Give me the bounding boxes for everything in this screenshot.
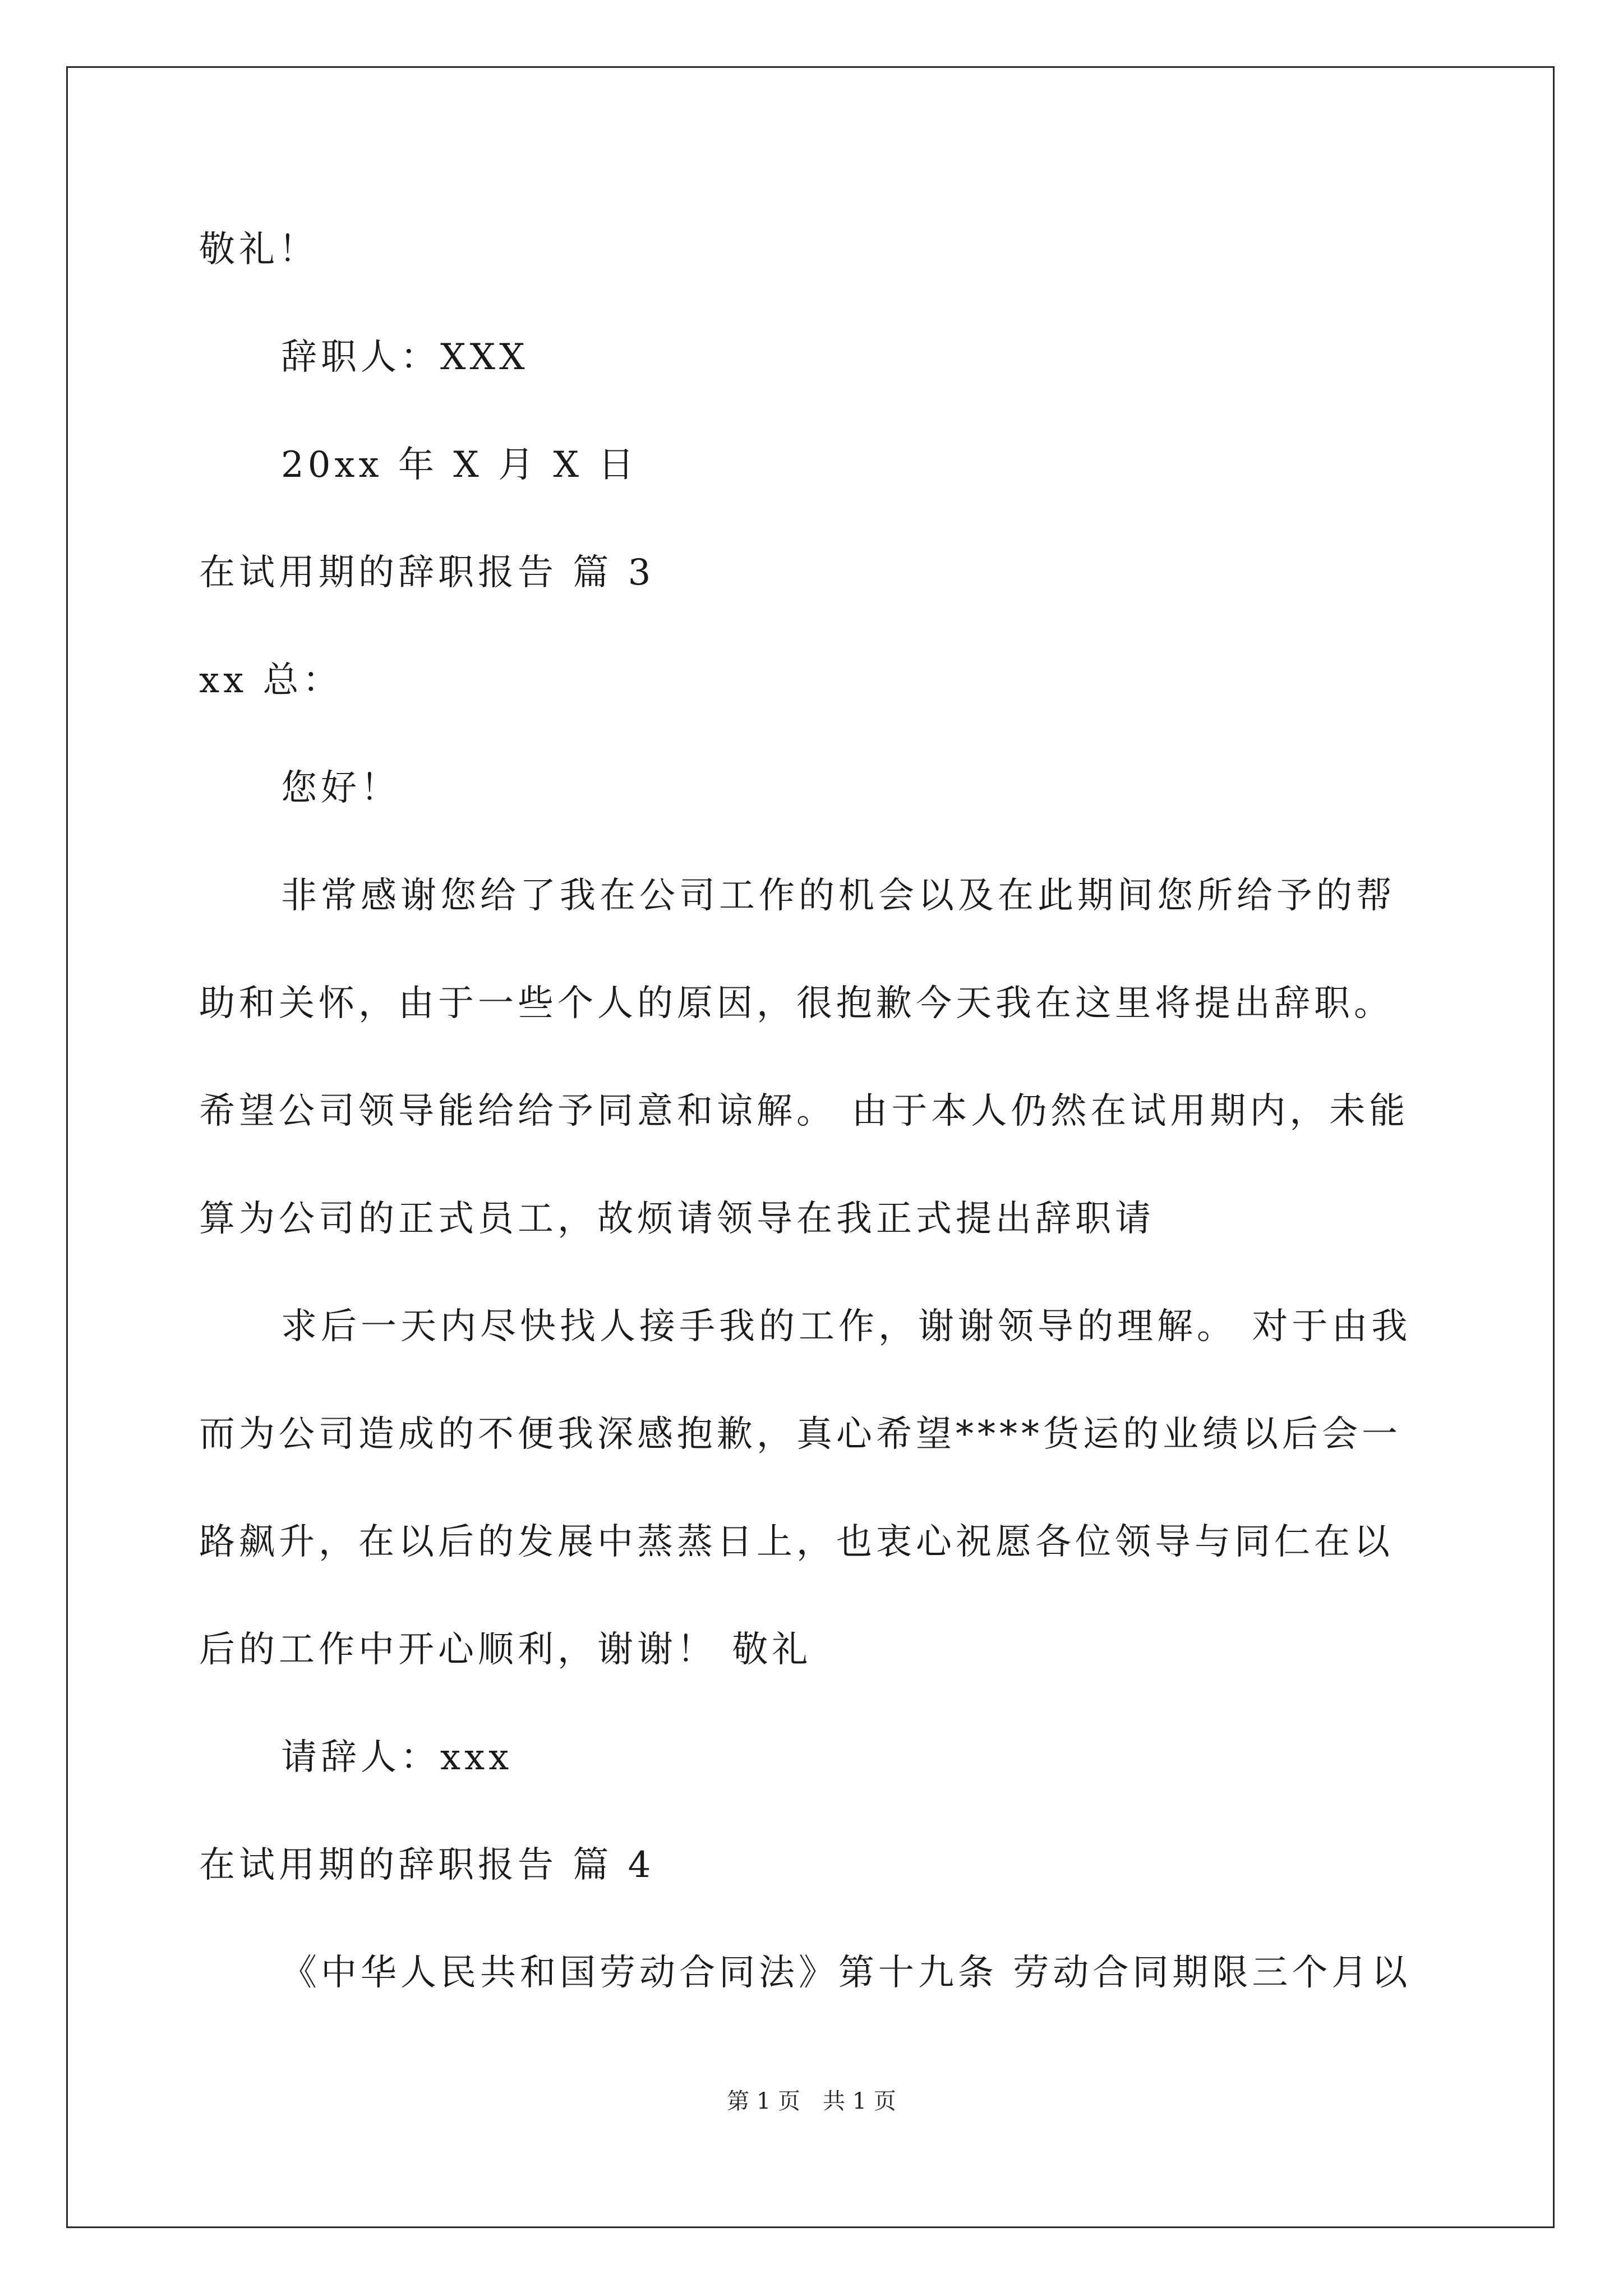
greeting-line: 您好！ [281, 767, 400, 809]
addressee-line: xx 总： [199, 660, 343, 701]
body-paragraph-line: 后的工作中开心顺利，谢谢！ 敬礼 [199, 1629, 812, 1671]
signer-line: 辞职人：XXX [281, 337, 529, 378]
section-heading-4: 在试用期的辞职报告 篇 4 [199, 1844, 655, 1886]
body-paragraph-line: 非常感谢您给了我在公司工作的机会以及在此期间您所给予的帮 [281, 875, 1396, 917]
body-paragraph-line: 而为公司造成的不便我深感抱歉，真心希望****货运的业绩以后会一 [199, 1414, 1401, 1455]
date-line: 20xx 年 X 月 X 日 [281, 444, 638, 486]
section-heading-3: 在试用期的辞职报告 篇 3 [199, 552, 655, 593]
body-paragraph-line: 《中华人民共和国劳动合同法》第十九条 劳动合同期限三个月以 [281, 1952, 1412, 1994]
body-paragraph-line: 算为公司的正式员工，故烦请领导在我正式提出辞职请 [199, 1198, 1155, 1240]
page-number-footer: 第 1 页 共 1 页 [727, 2088, 896, 2114]
signer-line: 请辞人：xxx [281, 1737, 513, 1778]
body-paragraph-line: 助和关怀，由于一些个人的原因，很抱歉今天我在这里将提出辞职。 [199, 983, 1394, 1024]
body-paragraph-line: 路飙升，在以后的发展中蒸蒸日上，也衷心祝愿各位领导与同仁在以 [199, 1521, 1394, 1563]
page-border [66, 66, 1555, 2228]
body-paragraph-line: 希望公司领导能给给予同意和谅解。 由于本人仍然在试用期内，未能 [199, 1091, 1409, 1132]
closing-salutation: 敬礼！ [199, 229, 319, 270]
body-paragraph-line: 求后一天内尽快找人接手我的工作，谢谢领导的理解。 对于由我 [281, 1306, 1412, 1347]
